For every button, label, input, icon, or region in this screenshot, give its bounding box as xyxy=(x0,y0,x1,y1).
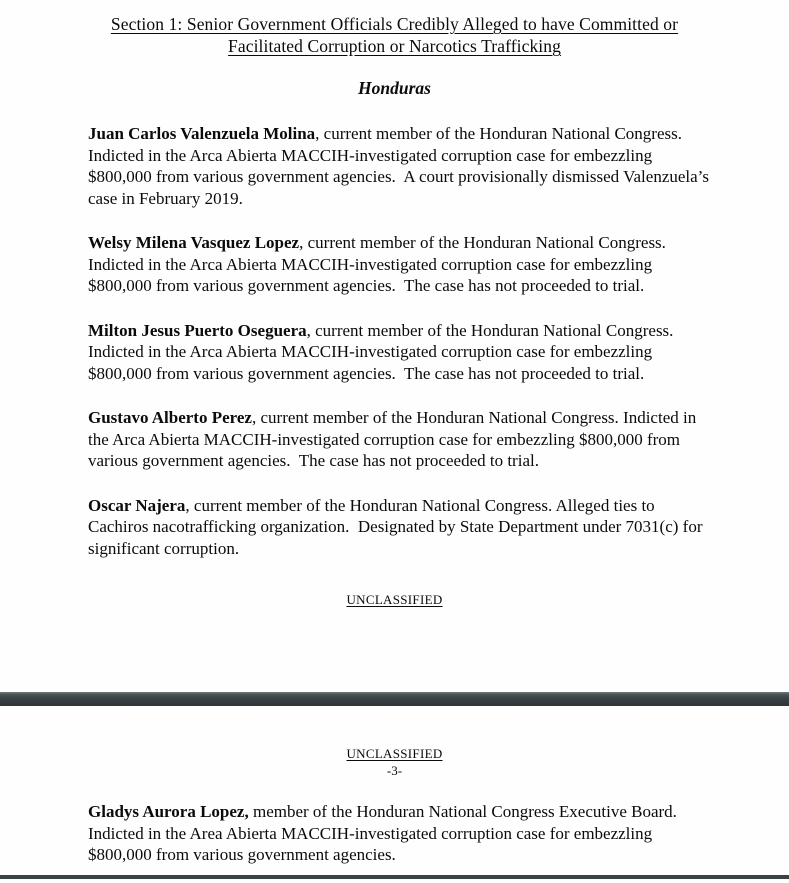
official-name: Juan Carlos Valenzuela Molina xyxy=(88,124,316,143)
section-title-line-1: Section 1: Senior Government Officials Credibly Alleged to have Committed or xyxy=(110,14,679,34)
official-paragraph xyxy=(88,123,714,209)
official-paragraph xyxy=(88,495,711,560)
official-name: Oscar Najera xyxy=(88,495,186,515)
classification-label: UNCLASSIFIED xyxy=(346,592,443,607)
official-description: , current member of the Honduran National Congress. Indicted in the Arca Abierta MACCIH-investigated corruption case for embezzling $800,000 from various government agencies. A court provisionally dismissed Valenzuela’s case in February 2019. xyxy=(88,124,714,208)
official-paragraph xyxy=(88,801,711,866)
official-paragraph xyxy=(88,320,711,385)
page-separator-bar xyxy=(0,692,789,706)
section-title xyxy=(0,0,789,57)
page-bottom xyxy=(0,706,789,879)
official-name: Welsy Milena Vasquez Lopez xyxy=(88,233,300,252)
classification-label: UNCLASSIFIED xyxy=(346,746,443,761)
country-heading: Honduras xyxy=(358,78,431,98)
bottom-edge-separator-bar xyxy=(0,875,789,879)
official-description: , current member of the Honduran National Congress. Indicted in the Arca Abierta MACCIH-investigated corruption case for embezzling $800,000 from various government agencies. The case has not proceeded to trial. xyxy=(88,233,675,295)
section-title-line-2: Facilitated Corruption or Narcotics Trafficking xyxy=(228,36,561,56)
official-name: Milton Jesus Puerto Oseguera xyxy=(88,320,307,340)
official-name: Gustavo Alberto Perez xyxy=(88,408,252,427)
page-number: -3- xyxy=(386,763,403,778)
official-description: member of the Honduran National Congress Executive Board. Indicted in the Area Abierta MACCIH-investigated corruption case for embezzling $800,000 from various government agencies. xyxy=(88,802,686,864)
page-header-classification xyxy=(0,706,789,762)
page-footer-classification xyxy=(0,592,789,608)
official-paragraph xyxy=(88,232,711,297)
official-description: , current member of the Honduran National Congress. Indicted in the Arca Abierta MACCIH-investigated corruption case for embezzling $800,000 from various government agencies. The case has not proceeded to trial. xyxy=(88,320,682,383)
official-description: , current member of the Honduran National Congress. Indicted in the Arca Abierta MACCIH-investigated corruption case for embezzling $800,000 from various government agencies. The case has not proceeded to trial. xyxy=(88,408,701,470)
official-paragraph xyxy=(88,407,711,472)
official-description: , current member of the Honduran National Congress. Alleged ties to Cachiros nacotrafficking organization. Designated by State Department under 7031(c) for significant corruption. xyxy=(88,495,707,558)
official-name: Gladys Aurora Lopez, xyxy=(88,802,249,821)
